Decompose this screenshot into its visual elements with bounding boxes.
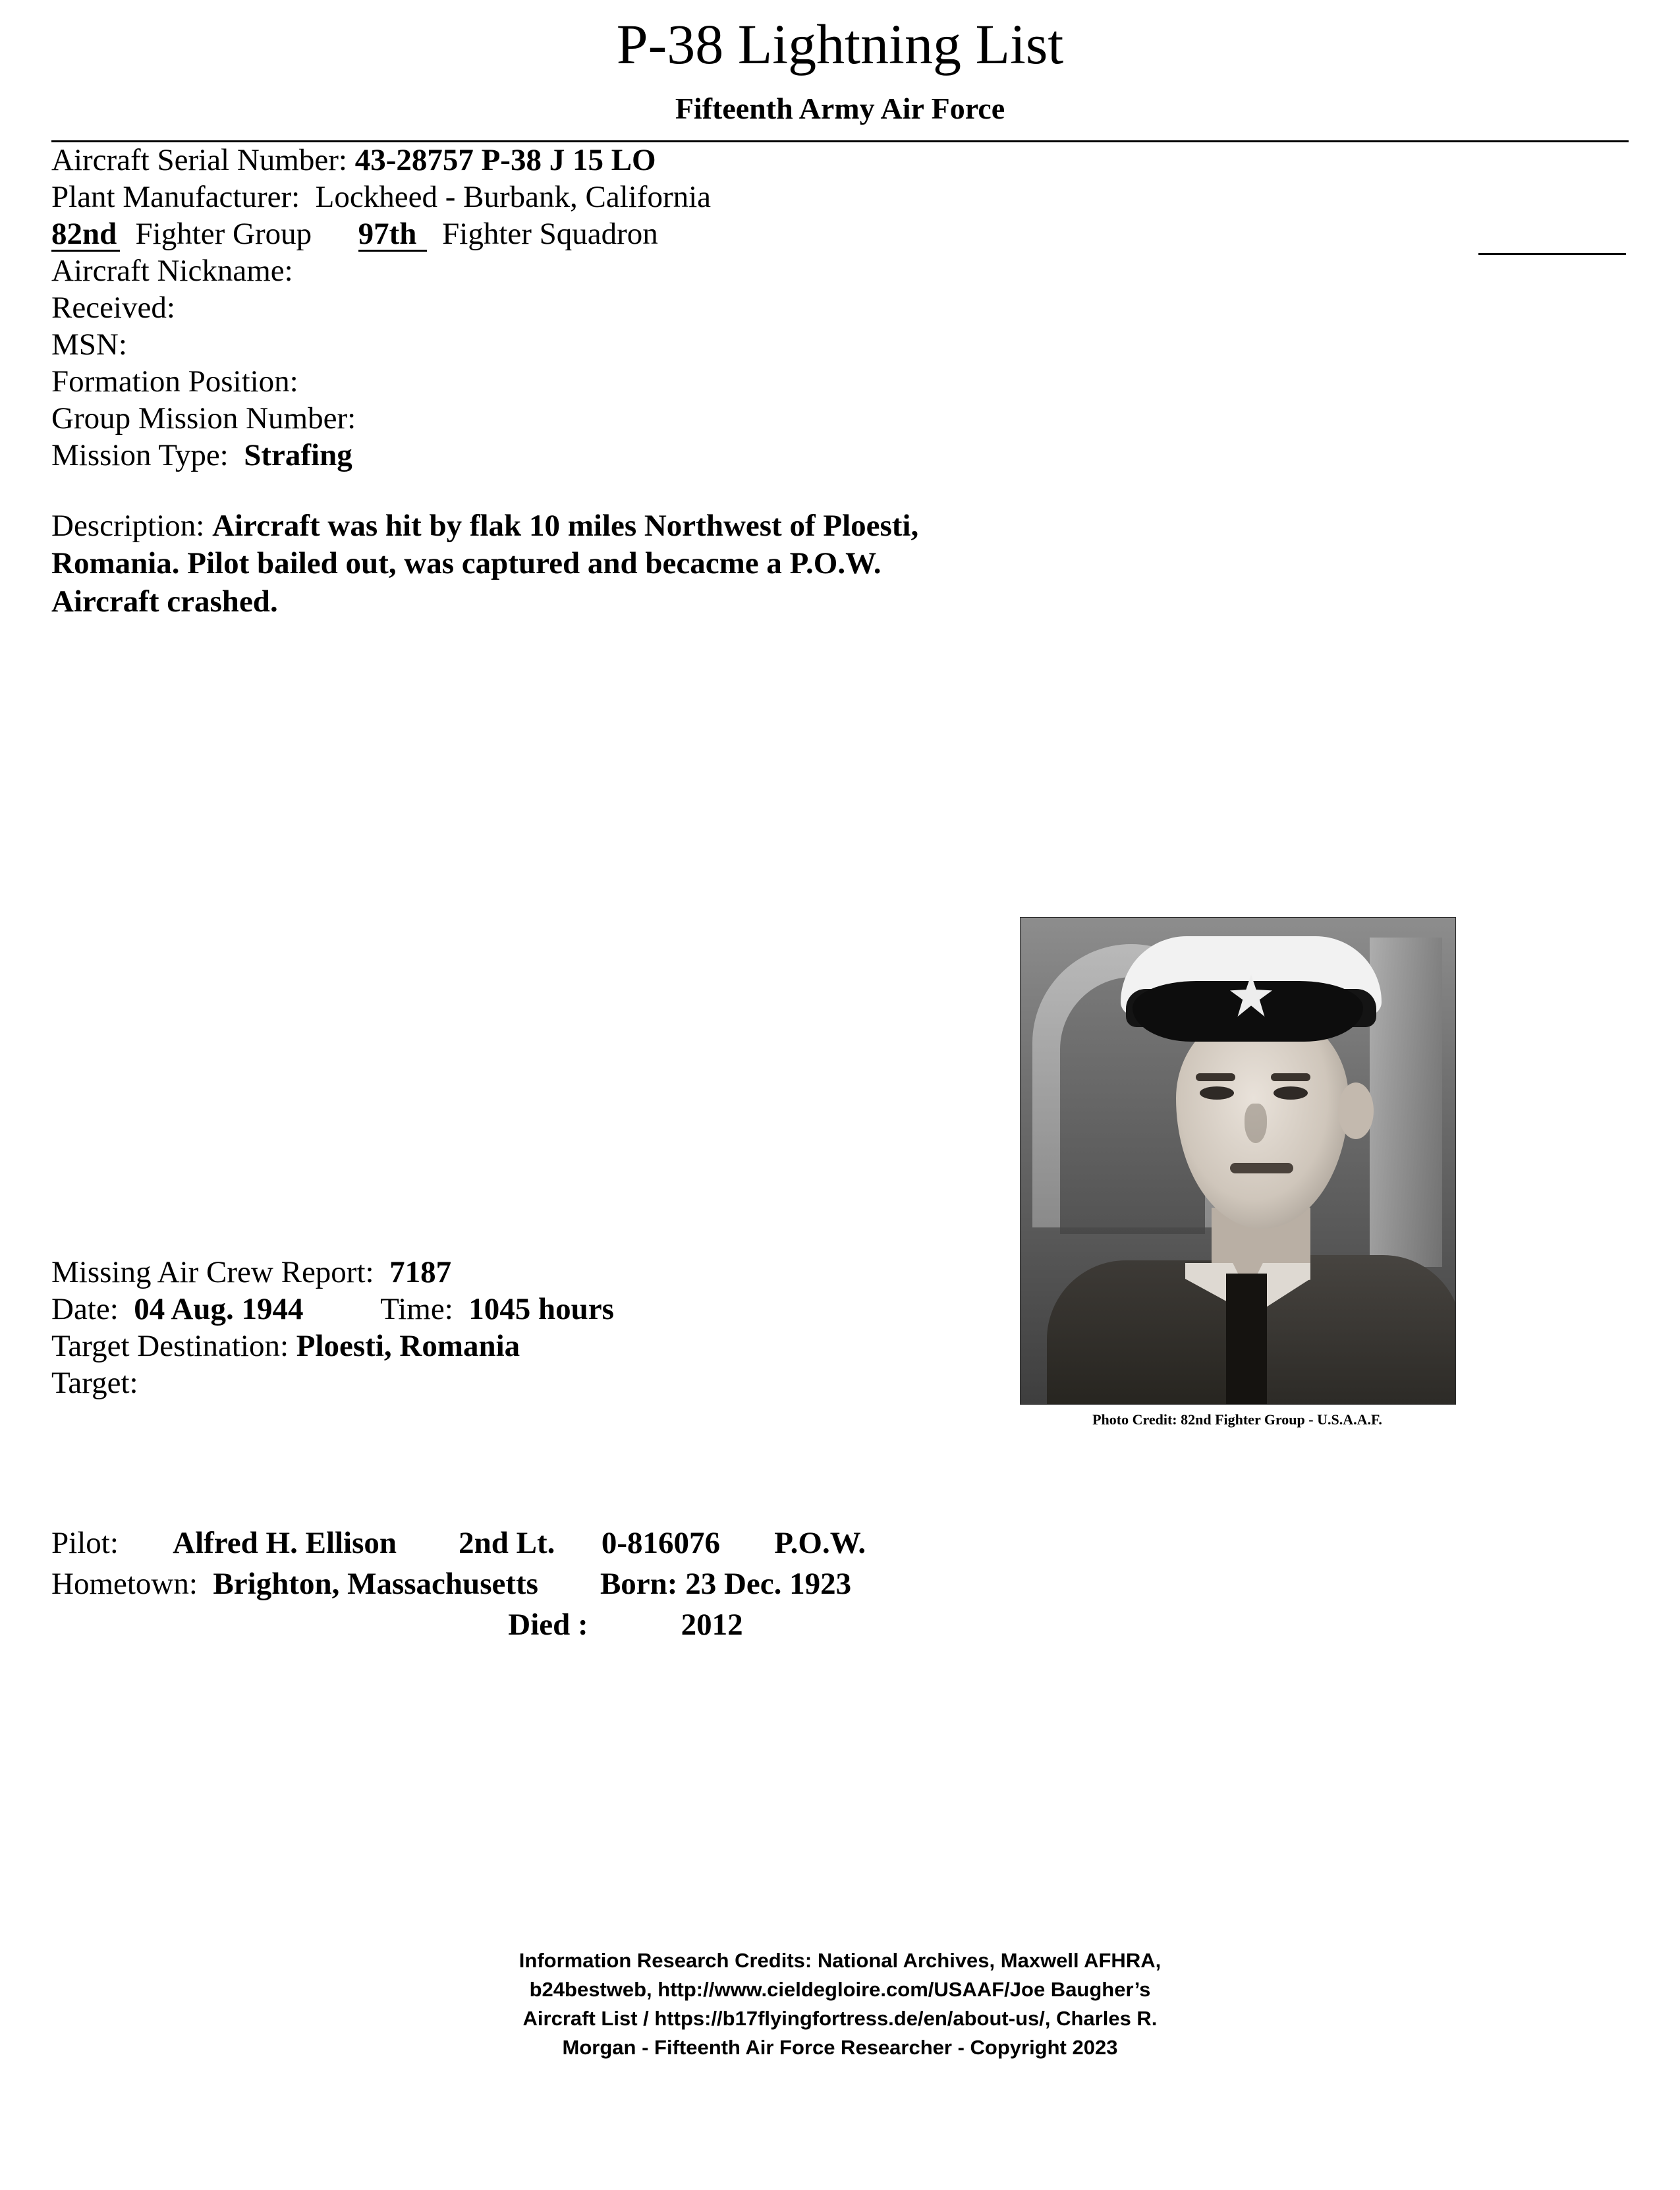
msn-row — [51, 327, 1633, 364]
serial-number-value: 43-28757 P-38 J 15 LO — [354, 143, 656, 177]
fighter-squadron-value: 97th — [358, 219, 427, 252]
group-mission-row — [51, 401, 1633, 437]
manufacturer-label: Plant Manufacturer: — [51, 180, 300, 214]
right-eyebrow — [1271, 1073, 1310, 1081]
pilot-name: Alfred H. Ellison — [173, 1526, 397, 1560]
target-destination-row — [51, 1328, 1633, 1365]
target-row — [51, 1365, 1633, 1402]
fighter-group-value: 82nd — [51, 219, 120, 252]
blank-field-rule — [1478, 253, 1626, 255]
born-value: 23 Dec. 1923 — [685, 1567, 852, 1601]
pilot-row — [51, 1525, 1633, 1565]
description-line-3: Aircraft crashed. — [51, 584, 278, 619]
nose-shape — [1245, 1104, 1267, 1143]
nickname-row — [51, 253, 1633, 290]
macr-row — [51, 1254, 1633, 1291]
nickname-label: Aircraft Nickname: — [51, 254, 293, 288]
died-row — [51, 1606, 1633, 1647]
description-block — [51, 507, 1474, 621]
mission-type-value: Strafing — [244, 438, 352, 472]
manufacturer-row — [51, 179, 1633, 216]
hometown-value: Brighton, Massachusetts — [213, 1567, 538, 1601]
right-eye — [1274, 1086, 1308, 1100]
photo-credit: Photo Credit: 82nd Fighter Group - U.S.A.A.F. — [1092, 1411, 1382, 1428]
serial-number-row — [51, 142, 1633, 179]
description-line-2: Romania. Pilot bailed out, was captured and becacme a P.O.W. — [51, 546, 882, 581]
footer-line-1: Information Research Credits: National Archives, Maxwell AFHRA, — [518, 1949, 1162, 1972]
pilot-status: P.O.W. — [774, 1526, 866, 1560]
received-row — [51, 290, 1633, 327]
description-label: Description: — [51, 509, 205, 543]
spacer — [51, 474, 1633, 507]
msn-label: MSN: — [51, 327, 127, 362]
target-destination-label: Target Destination: — [51, 1329, 289, 1363]
description-line-1: Aircraft was hit by flak 10 miles Northwest of Ploesti, — [212, 509, 919, 543]
document-page — [0, 13, 1680, 2190]
serial-number-label: Aircraft Serial Number: — [51, 143, 347, 177]
photo-pillar-shape — [1370, 938, 1442, 1267]
page-title: P-38 Lightning List — [616, 13, 1064, 76]
crew-details — [51, 1525, 1633, 1647]
formation-position-row — [51, 364, 1633, 401]
target-destination-value: Ploesti, Romania — [296, 1329, 520, 1363]
mission-report-details — [51, 1254, 1633, 1402]
macr-label: Missing Air Crew Report: — [51, 1255, 374, 1289]
died-label: Died : — [508, 1608, 588, 1642]
manufacturer-value: Lockheed - Burbank, California — [315, 180, 712, 214]
target-label: Target: — [51, 1366, 138, 1400]
date-label: Date: — [51, 1292, 119, 1326]
left-eye — [1200, 1086, 1234, 1100]
macr-value: 7187 — [389, 1255, 452, 1289]
pilot-label: Pilot: — [51, 1526, 119, 1560]
hometown-label: Hometown: — [51, 1567, 198, 1601]
footer-line-3: Aircraft List / https://b17flyingfortress.de/en/about-us/, Charles R. — [522, 2007, 1158, 2031]
mission-type-label: Mission Type: — [51, 438, 229, 472]
received-label: Received: — [51, 291, 175, 325]
left-eyebrow — [1196, 1073, 1235, 1081]
pilot-serial-number: 0-816076 — [601, 1526, 720, 1560]
mission-type-row — [51, 437, 1633, 474]
page-subtitle: Fifteenth Army Air Force — [675, 92, 1005, 125]
footer-line-4: Morgan - Fifteenth Air Force Researcher - Copyright 2023 — [562, 2036, 1118, 2060]
group-squadron-row — [51, 216, 1633, 253]
mouth-shape — [1230, 1163, 1293, 1173]
died-value: 2012 — [681, 1608, 743, 1642]
hometown-row — [51, 1565, 1633, 1606]
born-label: Born: — [600, 1567, 678, 1601]
date-value: 04 Aug. 1944 — [134, 1292, 304, 1326]
footer-line-2: b24bestweb, http://www.cieldegloire.com/USAAF/Joe Baugher’s — [529, 1978, 1151, 2002]
aircraft-details — [51, 142, 1633, 621]
fighter-squadron-label: Fighter Squadron — [442, 217, 658, 251]
time-label: Time: — [380, 1292, 453, 1326]
footer-credits — [0, 1946, 1680, 2062]
fighter-group-label: Fighter Group — [135, 217, 312, 251]
time-value: 1045 hours — [468, 1292, 614, 1326]
pilot-rank: 2nd Lt. — [459, 1526, 555, 1560]
date-time-row — [51, 1291, 1633, 1328]
ear-shape — [1338, 1082, 1374, 1139]
group-mission-label: Group Mission Number: — [51, 401, 356, 435]
formation-position-label: Formation Position: — [51, 364, 298, 399]
